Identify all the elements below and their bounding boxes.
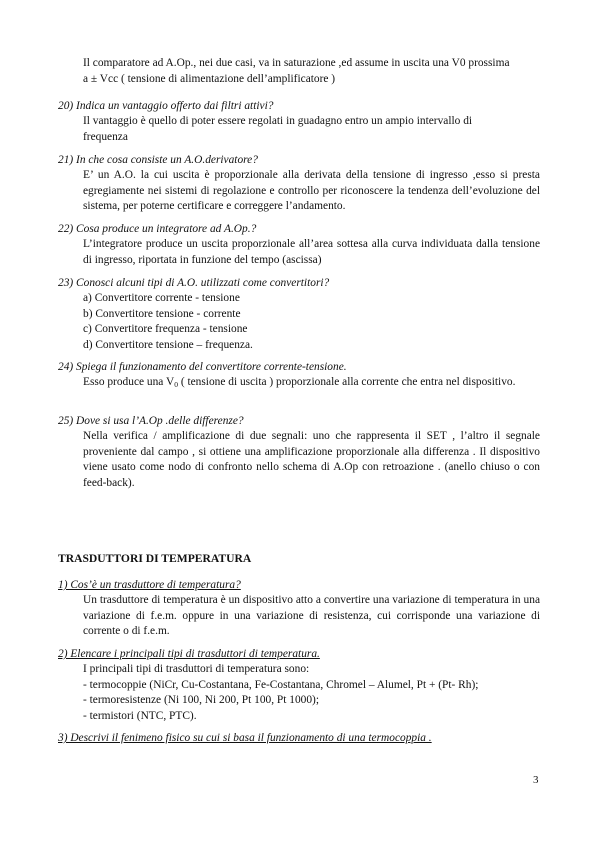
list-item: d) Convertitore tensione – frequenza. — [83, 338, 253, 351]
answer-24-post: ( tensione di uscita ) proporzionale alla corrente che entra nel dispositivo. — [177, 376, 516, 388]
list-item: - termoresistenze (Ni 100, Ni 200, Pt 100, Pt 1000); — [83, 694, 320, 707]
list-item: - termocoppie (NiCr, Cu-Costantana, Fe-Costantana, Chromel – Alumel, Pt + (Pt- Rh); — [83, 678, 479, 691]
question-23: 23) Conosci alcuni tipi di A.O. utilizzati come convertitori? — [58, 277, 330, 289]
question-25: 25) Dove si usa l’A.Op .delle differenze? — [58, 415, 244, 427]
question-t1: 1) Cos’è un trasduttore di temperatura? — [58, 579, 241, 591]
answer-21: E’ un A.O. la cui uscita è proporzionale alla derivata della tensione di ingresso ,esso si presta egregiamente nei sistemi di regolazione e controllo per riconoscere la tendenza dell’evoluzione del sistema, per poterne certificare e correggere l’andamento. — [83, 169, 540, 213]
answer-24 — [83, 375, 540, 393]
intro-line-2: a ± Vcc ( tensione di alimentazione dell’amplificatore ) — [83, 72, 336, 85]
list-item: c) Convertitore frequenza - tensione — [83, 323, 248, 336]
answer-22: L’integratore produce un uscita proporzionale all’area sottesa alla curva individuata dalla tensione di ingresso, riportata in funzione del tempo (ascissa) — [83, 238, 540, 266]
question-24: 24) Spiega il funzionamento del convertitore corrente-tensione. — [58, 361, 347, 373]
list-item: - termistori (NTC, PTC). — [83, 709, 197, 722]
question-t2: 2) Elencare i principali tipi di trasduttori di temperatura. — [58, 648, 320, 660]
list-item: b) Convertitore tensione - corrente — [83, 307, 241, 320]
list-intro: I principali tipi di trasduttori di temperatura sono: — [83, 663, 310, 675]
page-number: 3 — [533, 774, 539, 786]
answer-24-subscript: 0 — [174, 380, 178, 389]
question-21: 21) In che cosa consiste un A.O.derivatore? — [58, 154, 258, 166]
question-20: 20) Indica un vantaggio offerto dai filtri attivi? — [58, 100, 274, 112]
converter-list — [83, 291, 540, 353]
list-item: a) Convertitore corrente - tensione — [83, 292, 240, 304]
intro-paragraph — [83, 56, 540, 87]
section-title: TRASDUTTORI DI TEMPERATURA — [58, 552, 252, 565]
answer-24-pre: Esso produce una V — [83, 376, 175, 388]
answer-t1: Un trasduttore di temperatura è un dispositivo atto a convertire una variazione di temperatura in una variazione di f.e.m. oppure in una variazione di resistenza, cui corrisponde una variazione di corrente o di f.e.m. — [83, 594, 540, 638]
question-t3: 3) Descrivi il fenimeno fisico su cui si basa il funzionamento di una termocoppia . — [58, 732, 432, 744]
intro-line-1: Il comparatore ad A.Op., nei due casi, va in saturazione ,ed assume in uscita una V0 prossima — [83, 57, 510, 69]
answer-20: Il vantaggio è quello di poter essere regolati in guadagno entro un ampio intervallo di frequenza — [83, 115, 473, 143]
question-22: 22) Cosa produce un integratore ad A.Op.? — [58, 223, 257, 235]
transducer-list — [83, 662, 540, 724]
answer-25: Nella verifica / amplificazione di due segnali: uno che rappresenta il SET , l’altro il segnale proveniente dal campo , si ottiene una amplificazione proporzionale alla differenza . Il dispositivo viene usato come nodo di confronto nello schema di A.Op con retroazione . (anello chiuso o con feed-back). — [83, 430, 540, 489]
